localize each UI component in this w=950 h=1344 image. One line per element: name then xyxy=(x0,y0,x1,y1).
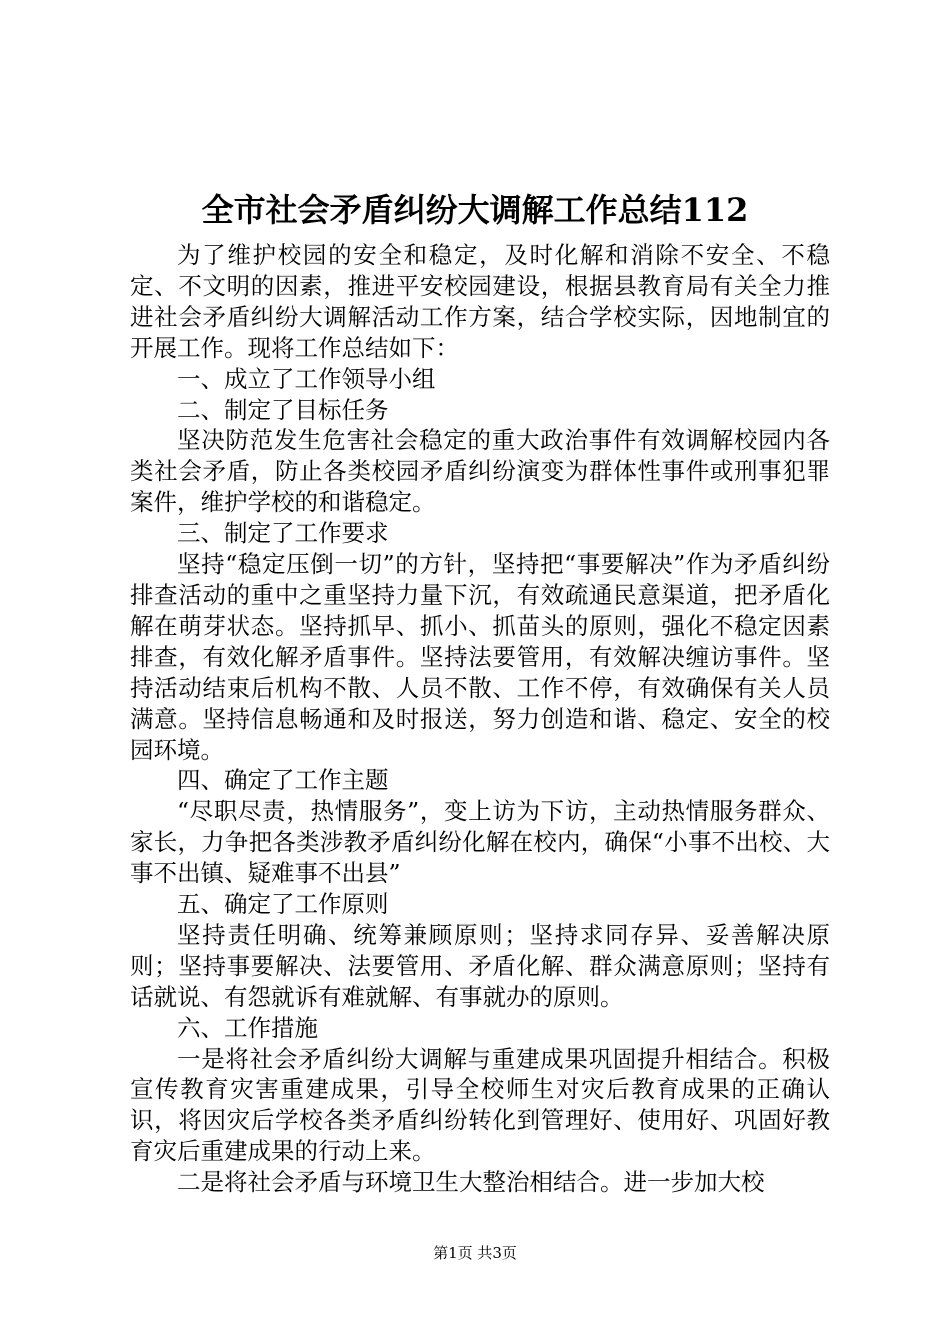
document-title: 全市社会矛盾纠纷大调解工作总结112 xyxy=(201,191,749,229)
paragraph-theme: “尽职尽责，热情服务”，变上访为下访，主动热情服务群众、家长，力争把各类涉教矛盾纠纷化解在校内，确保“小事不出校、大事不出镇、疑难事不出县” xyxy=(130,797,830,888)
page-number-footer: 第1页 共3页 xyxy=(433,1244,517,1262)
section-heading-1: 一、成立了工作领导小组 xyxy=(177,364,436,393)
section-heading-5: 五、确定了工作原则 xyxy=(177,890,389,919)
paragraph-measure-1: 一是将社会矛盾纠纷大调解与重建成果巩固提升相结合。积极宣传教育灾害重建成果，引导全校师生对灾后教育成果的正确认识，将因灾后学校各类矛盾纠纷转化到管理好、使用好、巩固好教育灾后重建成果的行动上来。 xyxy=(130,1044,830,1166)
paragraph-measure-2: 二是将社会矛盾与环境卫生大整治相结合。进一步加大校 xyxy=(177,1168,765,1197)
section-heading-3: 三、制定了工作要求 xyxy=(177,519,389,548)
paragraph-goals: 坚决防范发生危害社会稳定的重大政治事件有效调解校园内各类社会矛盾，防止各类校园矛盾纠纷演变为群体性事件或刑事犯罪案件，维护学校的和谐稳定。 xyxy=(130,426,830,517)
section-heading-4: 四、确定了工作主题 xyxy=(177,766,389,795)
paragraph-requirements: 坚持“稳定压倒一切”的方针，坚持把“事要解决”作为矛盾纠纷排查活动的重中之重坚持力量下沉，有效疏通民意渠道，把矛盾化解在萌芽状态。坚持抓早、抓小、抓苗头的原则，强化不稳定因素排查，有效化解矛盾事件。坚持法要管用，有效解决缠访事件。坚持活动结束后机构不散、人员不散、工作不停，有效确保有关人员满意。坚持信息畅通和及时报送，努力创造和谐、稳定、安全的校园环境。 xyxy=(130,550,830,764)
section-heading-6: 六、工作措施 xyxy=(177,1013,318,1042)
paragraph-intro: 为了维护校园的安全和稳定，及时化解和消除不安全、不稳定、不文明的因素，推进平安校园建设，根据县教育局有关全力推进社会矛盾纠纷大调解活动工作方案，结合学校实际，因地制宜的开展工作。现将工作总结如下： xyxy=(130,241,830,362)
document-body xyxy=(130,240,830,1198)
section-heading-2: 二、制定了目标任务 xyxy=(177,395,389,424)
paragraph-principles: 坚持责任明确、统筹兼顾原则；坚持求同存异、妥善解决原则；坚持事要解决、法要管用、矛盾化解、群众满意原则；坚持有话就说、有怨就诉有难就解、有事就办的原则。 xyxy=(130,920,830,1011)
